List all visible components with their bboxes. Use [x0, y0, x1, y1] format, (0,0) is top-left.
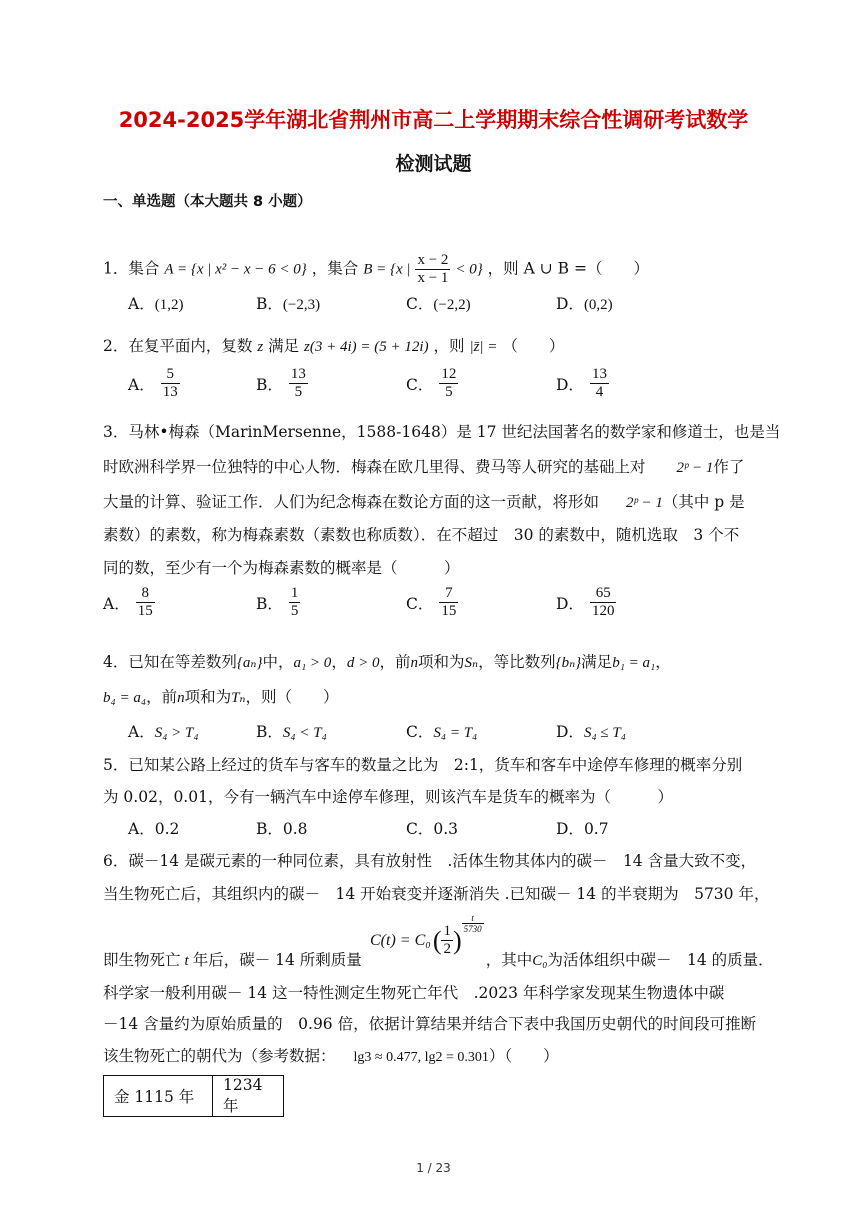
option-label: B．	[256, 594, 283, 613]
q1-option-a[interactable]	[128, 292, 183, 314]
question-1	[103, 252, 649, 287]
q3-line-1: 3．马林•梅森（MarinMersenne，1588-1648）是 17 世纪法国著名的数学家和修道士，也是当	[103, 423, 781, 441]
fraction-num: 1	[290, 585, 299, 601]
q3-option-c[interactable]	[406, 585, 458, 620]
q2-text-b: 满足	[268, 337, 300, 355]
fraction-num: 8	[136, 585, 155, 603]
q6-line-3	[103, 948, 774, 970]
q4-seq-b: {bₙ}	[555, 655, 582, 671]
q3-line-2-text: 时欧洲科学界一位独特的中心人物．梅森在欧几里得、费马等人研究的基础上对	[103, 458, 646, 476]
question-2	[103, 334, 564, 356]
option-fraction	[161, 366, 180, 401]
q6-line-4: 科学家一般利用碳－ 14 这一特性测定生物死亡年代 .2023 年科学家发现某生物遗体中碳	[103, 984, 725, 1002]
q6-reference-data: lg3 ≈ 0.477, lg2 = 0.301	[353, 1050, 489, 1065]
formula-exponent	[462, 913, 484, 934]
q4-text: ，	[331, 653, 347, 671]
option-value: 0.3	[433, 820, 459, 838]
q3-line-4: 素数）的素数，称为梅森素数（素数也称质数）．在不超过 30 的素数中，随机选取 3 个不	[103, 526, 740, 544]
q3-option-d[interactable]	[556, 585, 616, 620]
fraction-den: 120	[591, 603, 615, 619]
q4-option-b[interactable]	[256, 720, 327, 742]
option-label: B．	[256, 295, 283, 313]
q5-option-b[interactable]	[256, 817, 308, 839]
q3-line-3	[103, 490, 745, 512]
option-fraction	[590, 585, 617, 620]
q3-option-a[interactable]	[103, 585, 155, 620]
option-value: S₄ < T₄	[282, 725, 327, 741]
fraction-num: 5	[161, 366, 180, 384]
q4-text: 4．已知在等差数列	[103, 653, 237, 671]
option-fraction	[590, 366, 609, 401]
q6-text: ）（ ）	[488, 1047, 559, 1065]
formula-left: C(t) = C₀	[370, 931, 431, 949]
option-label: C．	[406, 295, 434, 313]
q4-text: 项和为	[417, 653, 465, 671]
fraction-den: 5	[294, 384, 303, 400]
q4-text: ，	[655, 653, 671, 671]
q1-set-b-num: x − 2	[417, 252, 449, 268]
exp-den: 5730	[463, 924, 482, 934]
option-value: (−2,3)	[282, 297, 321, 313]
half-den: 2	[443, 941, 451, 957]
fraction-num: 13	[591, 366, 607, 382]
fraction-den: 5	[445, 384, 453, 400]
option-label: D．	[556, 723, 584, 741]
q3-line-5: 同的数，至少有一个为梅森素数的概率是（ ）	[103, 559, 460, 577]
q3-line-2-end: 作了	[713, 458, 745, 476]
q4-d: d > 0	[346, 655, 380, 671]
option-label: C．	[406, 594, 434, 613]
option-label: A．	[128, 820, 155, 838]
q3-line-3-end: （其中 p 是	[662, 493, 745, 511]
q1-set-a: A = {x | x² − x − 6 < 0}	[164, 261, 307, 278]
option-label: D．	[556, 820, 584, 838]
q4-b1: b₁ = a₁	[612, 655, 656, 671]
q4-seq-a: {aₙ}	[236, 655, 263, 671]
table-row	[104, 1076, 284, 1117]
q4-text: ，则（ ）	[245, 688, 339, 706]
q2-text-d: （ ）	[502, 337, 565, 355]
q5-option-c[interactable]	[406, 817, 458, 839]
fraction-den: 15	[137, 603, 153, 619]
q6-text: 年后，碳－ 14 所剩质量	[192, 951, 362, 969]
q6-line-5: －14 含量约为原始质量的 0.96 倍，依据计算结果并结合下表中我国历史朝代的时间段可推断	[103, 1015, 757, 1033]
q2-z: z	[257, 339, 264, 355]
q5-line-1: 5．已知某公路上经过的货车与客车的数量之比为 2:1，货车和客车中途停车修理的概率分别	[103, 756, 743, 774]
q2-option-d[interactable]	[556, 366, 609, 401]
option-value: (−2,2)	[433, 297, 471, 313]
q1-text-c: ，则 A ∪ B =（ ）	[487, 259, 649, 278]
q4-text: ，等比数列	[478, 653, 556, 671]
option-label: A．	[128, 723, 155, 741]
document-subtitle: 检测试题	[395, 153, 472, 175]
q4-sn: Sₙ	[464, 655, 479, 671]
q2-abs: |z̄| =	[469, 339, 498, 355]
q6-text: 该生物死亡的朝代为（参考数据：	[103, 1047, 336, 1065]
option-value: 0.7	[583, 820, 609, 838]
q4-option-d[interactable]	[556, 720, 626, 742]
q2-equation: z(3 + 4i) = (5 + 12i)	[304, 339, 429, 355]
fraction-num: 7	[439, 585, 458, 603]
option-value: S₄ = T₄	[433, 725, 478, 741]
q6-text: 即生物死亡	[103, 951, 181, 969]
q4-text: ，前	[146, 688, 178, 706]
option-label: C．	[406, 375, 434, 394]
fraction-num: 65	[590, 585, 617, 603]
q3-line-3-text: 大量的计算、验证工作．人们为纪念梅森在数论方面的这一贡献，将形如	[103, 493, 600, 511]
q1-text-b: ，集合	[311, 259, 359, 278]
option-label: C．	[406, 723, 434, 741]
q1-text-a: 1．集合	[103, 259, 160, 278]
q1-option-b[interactable]	[256, 292, 320, 314]
q6-t: t	[184, 953, 189, 969]
q2-option-c[interactable]	[406, 366, 458, 401]
q2-option-a[interactable]	[128, 366, 180, 401]
q4-text: 满足	[581, 653, 613, 671]
q5-option-d[interactable]	[556, 817, 609, 839]
option-value: S₄ > T₄	[154, 725, 199, 741]
fraction-den: 4	[595, 384, 604, 400]
option-label: A．	[103, 594, 130, 613]
q4-option-a[interactable]	[128, 720, 199, 742]
q4-text: ，前	[379, 653, 411, 671]
fraction-num: 13	[290, 366, 306, 382]
fraction-num: 12	[441, 366, 457, 382]
q4-line-1	[103, 650, 671, 672]
q3-option-b[interactable]	[256, 585, 300, 620]
q6-text: 为活体组织中碳－ 14 的质量．	[547, 951, 774, 969]
option-label: A．	[128, 295, 155, 313]
q1-option-c[interactable]	[406, 292, 471, 314]
q5-line-2: 为 0.02，0.01，今有一辆汽车中途停车修理，则该汽车是货车的概率为（ ）	[103, 788, 673, 806]
q4-option-c[interactable]	[406, 720, 477, 742]
q6-line-1: 6．碳－14 是碳元素的一种同位素，具有放射性 .活体生物其体内的碳－ 14 含量大致不变，	[103, 852, 757, 870]
q4-n: n	[177, 690, 185, 706]
q4-tn: Tₙ	[231, 690, 246, 706]
fraction-den: 13	[162, 384, 178, 400]
option-label: B．	[256, 723, 283, 741]
q1-set-b-left: B = {x |	[363, 261, 411, 278]
q3-line-2	[103, 455, 744, 477]
option-fraction	[136, 585, 155, 620]
q6-line-6	[103, 1044, 559, 1066]
option-label: C．	[406, 820, 434, 838]
q1-set-b-right: < 0}	[455, 261, 483, 278]
option-fraction	[439, 366, 458, 401]
q3-line-3-math: 2ᵖ − 1	[625, 495, 663, 511]
q6-line-2: 当生物死亡后，其组织内的碳－ 14 开始衰变并逐渐消失 .已知碳－ 14 的半衰期为 5730 年，	[103, 885, 770, 903]
q5-option-a[interactable]	[128, 817, 179, 839]
option-value: S₄ ≤ T₄	[583, 725, 626, 741]
section-heading: 一、单选题（本大题共 8 小题）	[103, 194, 312, 210]
option-label: D．	[556, 375, 584, 394]
option-fraction	[289, 366, 308, 401]
option-label: D．	[556, 594, 584, 613]
q3-line-2-math: 2ᵖ − 1	[676, 460, 714, 476]
option-fraction	[289, 585, 301, 620]
q2-text-a: 2．在复平面内，复数	[103, 337, 253, 355]
q6-text: ，其中	[485, 951, 533, 969]
option-value: (1,2)	[154, 297, 184, 313]
option-fraction	[439, 585, 458, 620]
q2-option-b[interactable]	[256, 366, 308, 401]
q4-a1: a₁ > 0	[293, 655, 332, 671]
option-label: B．	[256, 375, 283, 394]
paren-close: )	[452, 925, 462, 955]
q4-text: 项和为	[184, 688, 232, 706]
paren-open: (	[432, 925, 442, 955]
fraction-den: 5	[290, 603, 299, 619]
table-cell: 1234 年	[213, 1076, 284, 1117]
q4-line-2	[103, 685, 339, 707]
page-number: 1 / 23	[416, 1161, 451, 1175]
q4-b4: b₄ = a₄	[103, 690, 147, 706]
option-value: 0.2	[154, 820, 180, 838]
q4-text: 中，	[262, 653, 294, 671]
fraction-den: 15	[441, 603, 457, 619]
option-value: 0.8	[282, 820, 308, 838]
option-label: A．	[128, 375, 155, 394]
q1-set-b-fraction	[415, 252, 450, 287]
option-label: B．	[256, 820, 283, 838]
dynasty-table	[103, 1075, 284, 1117]
option-value: (0,2)	[583, 297, 613, 313]
q1-set-b-den: x − 1	[417, 270, 449, 286]
half-num: 1	[443, 923, 451, 939]
q2-text-c: ，则	[433, 337, 465, 355]
q1-option-d[interactable]	[556, 292, 613, 314]
q4-n: n	[410, 655, 418, 671]
option-label: D．	[556, 295, 584, 313]
exp-num: t	[462, 913, 484, 924]
document-title: 2024-2025学年湖北省荆州市高二上学期期末综合性调研考试数学	[118, 108, 749, 132]
table-cell: 金 1115 年	[104, 1076, 213, 1117]
q6-c0: C₀	[532, 953, 548, 969]
